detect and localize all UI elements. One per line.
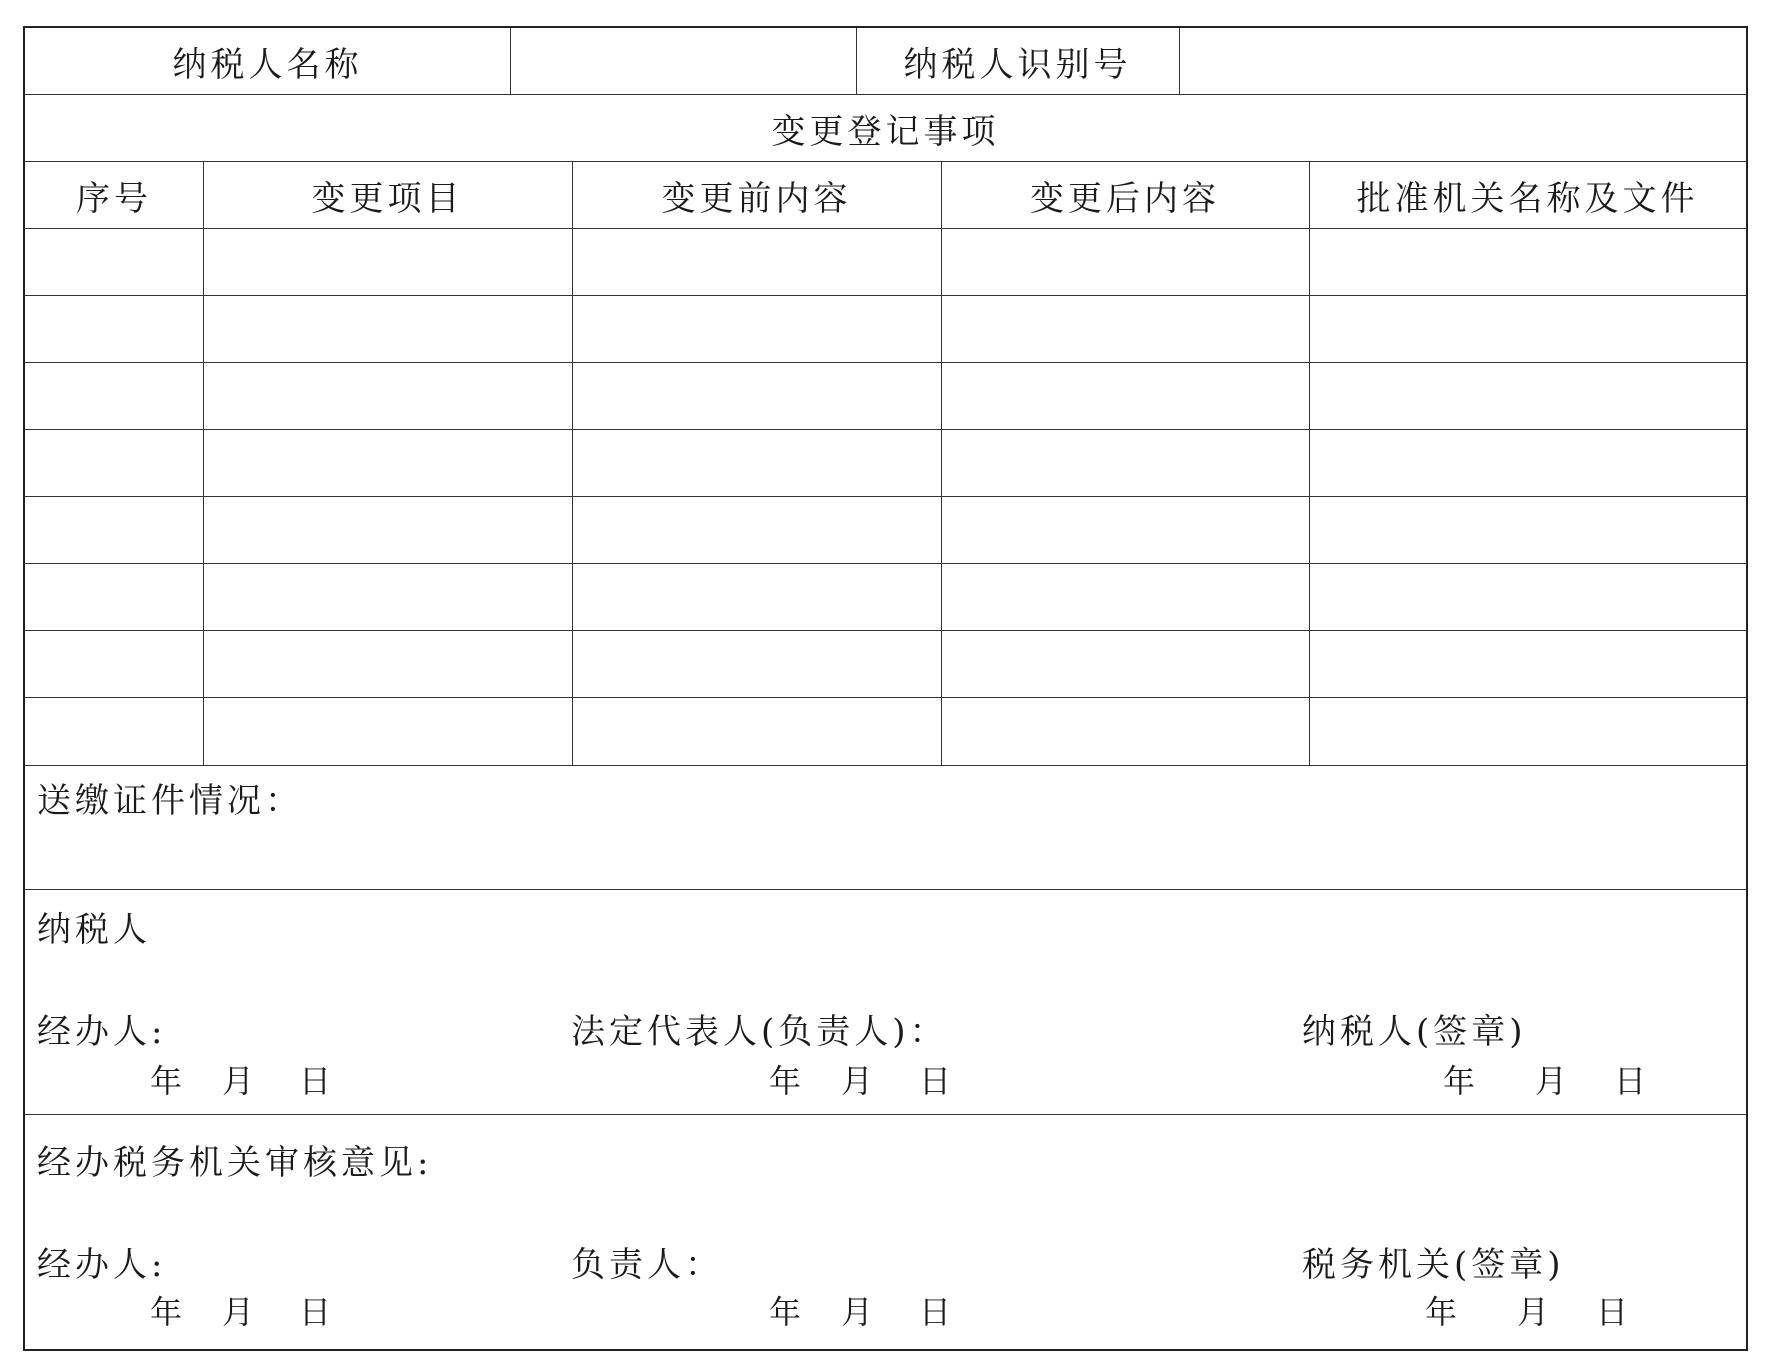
table-cell-after[interactable] [941, 631, 1309, 697]
table-cell-approval[interactable] [1309, 430, 1746, 496]
column-header-before: 变更前内容 [661, 178, 852, 219]
table-row [25, 430, 1746, 497]
table-cell-before[interactable] [572, 229, 941, 295]
table-cell-seq[interactable] [25, 229, 203, 295]
taxpayer-signature-section [25, 890, 1746, 1115]
date-month-label: 月 [222, 1062, 255, 1100]
tax-office-section-title: 经办税务机关审核意见: [37, 1143, 433, 1183]
date-year-label: 年 [1425, 1293, 1458, 1331]
table-cell-approval[interactable] [1309, 631, 1746, 697]
table-row [25, 497, 1746, 564]
table-cell-item[interactable] [203, 229, 572, 295]
taxpayer-name-label: 纳税人名称 [172, 44, 363, 85]
taxpayer-handler-label: 经办人: [37, 1012, 167, 1052]
date-day-label: 日 [919, 1293, 952, 1331]
table-cell-before[interactable] [572, 296, 941, 362]
table-cell-approval[interactable] [1309, 698, 1746, 765]
table-cell-before[interactable] [572, 497, 941, 563]
date-month-label: 月 [222, 1293, 255, 1331]
date-day-label: 日 [1614, 1062, 1647, 1100]
date-day-label: 日 [299, 1293, 332, 1331]
column-header-after: 变更后内容 [1030, 178, 1220, 219]
table-cell-after[interactable] [941, 430, 1309, 496]
table-cell-after[interactable] [941, 296, 1309, 362]
date-month-label: 月 [841, 1062, 874, 1100]
date-month-label: 月 [1535, 1062, 1568, 1100]
section-title: 变更登记事项 [771, 111, 1000, 152]
documents-row [25, 765, 1746, 890]
date-month-label: 月 [841, 1293, 874, 1331]
date-day-label: 日 [299, 1062, 332, 1100]
taxpayer-id-field[interactable] [1179, 28, 1746, 94]
date-month-label: 月 [1517, 1293, 1550, 1331]
table-cell-seq[interactable] [25, 497, 203, 563]
responsible-person-label: 负责人： [571, 1245, 723, 1285]
tax-office-handler-label: 经办人: [37, 1245, 167, 1285]
date-year-label: 年 [150, 1062, 183, 1100]
table-cell-before[interactable] [572, 430, 941, 496]
table-cell-item[interactable] [203, 363, 572, 429]
table-cell-approval[interactable] [1309, 497, 1746, 563]
table-cell-after[interactable] [941, 229, 1309, 295]
column-header-seq: 序号 [76, 178, 152, 219]
table-cell-item[interactable] [203, 564, 572, 630]
table-cell-after[interactable] [941, 497, 1309, 563]
tax-office-review-section [25, 1115, 1746, 1349]
table-cell-approval[interactable] [1309, 564, 1746, 630]
table-cell-seq[interactable] [25, 698, 203, 765]
documents-label: 送缴证件情况： [37, 781, 303, 821]
table-cell-after[interactable] [941, 564, 1309, 630]
table-cell-before[interactable] [572, 363, 941, 429]
taxpayer-id-label: 纳税人识别号 [903, 44, 1132, 85]
date-year-label: 年 [769, 1062, 802, 1100]
taxpayer-section-title: 纳税人 [37, 910, 151, 950]
date-year-label: 年 [769, 1293, 802, 1331]
tax-registration-change-form [23, 26, 1748, 1351]
column-header-approval: 批准机关名称及文件 [1356, 178, 1699, 219]
table-row [25, 631, 1746, 698]
table-cell-seq[interactable] [25, 363, 203, 429]
table-cell-before[interactable] [572, 698, 941, 765]
table-cell-item[interactable] [203, 497, 572, 563]
table-cell-approval[interactable] [1309, 296, 1746, 362]
table-cell-before[interactable] [572, 631, 941, 697]
table-cell-approval[interactable] [1309, 229, 1746, 295]
tax-office-seal-label: 税务机关(签章) [1302, 1245, 1565, 1285]
taxpayer-name-field[interactable] [510, 28, 856, 94]
taxpayer-info-row [25, 28, 1746, 95]
table-row [25, 564, 1746, 631]
table-cell-item[interactable] [203, 698, 572, 765]
table-cell-seq[interactable] [25, 296, 203, 362]
table-cell-approval[interactable] [1309, 363, 1746, 429]
table-row [25, 229, 1746, 296]
legal-rep-label: 法定代表人(负责人)： [571, 1012, 948, 1052]
table-cell-seq[interactable] [25, 631, 203, 697]
table-cell-seq[interactable] [25, 564, 203, 630]
table-cell-item[interactable] [203, 296, 572, 362]
date-day-label: 日 [919, 1062, 952, 1100]
section-title-row [25, 95, 1746, 162]
table-cell-after[interactable] [941, 698, 1309, 765]
table-row [25, 296, 1746, 363]
date-day-label: 日 [1596, 1293, 1629, 1331]
table-cell-item[interactable] [203, 430, 572, 496]
column-header-row [25, 162, 1746, 229]
date-year-label: 年 [150, 1293, 183, 1331]
table-cell-seq[interactable] [25, 430, 203, 496]
table-cell-item[interactable] [203, 631, 572, 697]
taxpayer-seal-label: 纳税人(签章) [1302, 1012, 1527, 1052]
date-year-label: 年 [1443, 1062, 1476, 1100]
column-header-item: 变更项目 [311, 178, 464, 219]
table-row [25, 363, 1746, 430]
table-row [25, 698, 1746, 766]
table-cell-after[interactable] [941, 363, 1309, 429]
table-cell-before[interactable] [572, 564, 941, 630]
